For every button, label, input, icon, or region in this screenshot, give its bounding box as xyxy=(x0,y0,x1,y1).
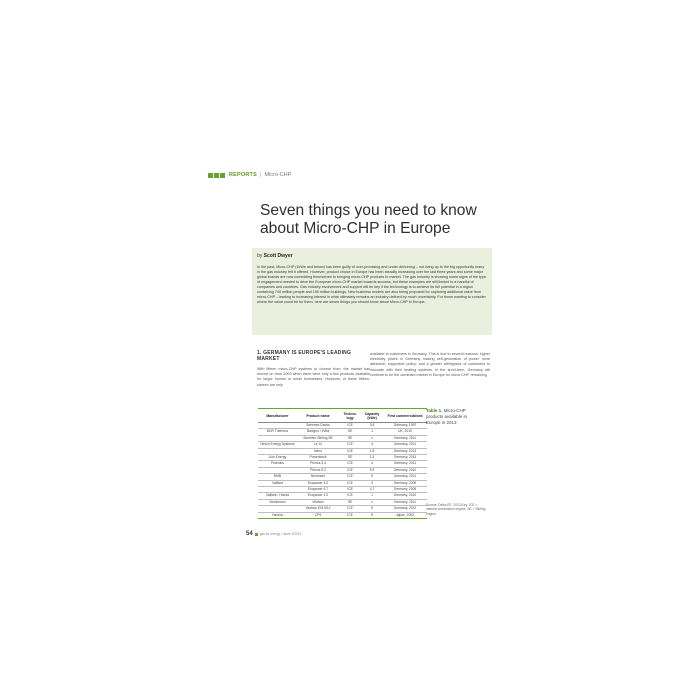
first-commercialised-cell: Germany, 2011 xyxy=(383,499,427,505)
lead-box xyxy=(252,248,492,335)
first-commercialised-cell: Germany, 2013 xyxy=(383,448,427,454)
product-cell: Senertec Dachs xyxy=(297,423,339,429)
technology-cell: ICE xyxy=(339,448,361,454)
col-header: Manufacturer xyxy=(258,409,297,423)
capacity-cell: 1 xyxy=(361,435,383,441)
manufacturer-cell: RMB xyxy=(258,474,297,480)
product-cell: Neotower xyxy=(297,474,339,480)
first-commercialised-cell: UK, 2010 xyxy=(383,429,427,435)
technology-cell: SE xyxy=(339,435,361,441)
capacity-cell: 4 xyxy=(361,461,383,467)
product-cell: CP5 xyxy=(297,512,339,518)
table-row xyxy=(258,512,427,518)
product-cell: Lk 12 xyxy=(297,442,339,448)
technology-cell: ICE xyxy=(339,442,361,448)
technology-cell: ICE xyxy=(339,493,361,499)
capacity-cell: 4.7 xyxy=(361,487,383,493)
manufacturer-cell: Viessmann xyxy=(258,499,297,505)
first-commercialised-cell: Germany, 2010 xyxy=(383,493,427,499)
product-cell: Primus 3.4 xyxy=(297,461,339,467)
section-label: REPORTS xyxy=(229,172,257,178)
first-commercialised-cell: Germany, 2005 xyxy=(383,487,427,493)
table-caption xyxy=(426,408,481,425)
capacity-cell: 1 xyxy=(361,429,383,435)
page-footer xyxy=(246,531,301,537)
green-square-icon xyxy=(220,173,225,178)
section-separator: | xyxy=(260,172,262,178)
products-table xyxy=(258,408,427,519)
first-commercialised-cell: Germany, 2011 xyxy=(383,461,427,467)
manufacturer-cell: Lion Energy xyxy=(258,455,297,461)
product-cell: Ecopower 1.0 xyxy=(297,493,339,499)
technology-cell: ICE xyxy=(339,474,361,480)
caption-text: Micro-CHP products available in Europe in 2013 xyxy=(426,408,468,425)
technology-cell: SE xyxy=(339,455,361,461)
body-paragraph: With fifteen micro-CHP systems to choose from, the market has moved on from 2009 when there were only a few products available for larger homes or small businesses. However, of these fifteen, sixteen are only xyxy=(257,367,370,387)
byline xyxy=(257,253,487,259)
product-cell: Senertec Stirling SE xyxy=(297,435,339,441)
first-commercialised-cell: Japan, 2002 xyxy=(383,512,427,518)
col-header: Product name xyxy=(297,409,339,423)
capacity-cell: 5 xyxy=(361,506,383,512)
col-header: Capacity (kWe) xyxy=(361,409,383,423)
table-source: Source: Delta-EE, 2013 Key: ICE = internal combustion engine, SE = Stirling engine xyxy=(426,503,486,516)
technology-cell: ICE xyxy=(339,512,361,518)
capacity-cell: 5.5 xyxy=(361,423,383,429)
byline-prefix: by xyxy=(257,253,263,259)
first-commercialised-cell: Germany, 2012 xyxy=(383,506,427,512)
first-commercialised-cell: Germany, 2009 xyxy=(383,480,427,486)
magazine-page xyxy=(200,160,500,545)
technology-cell: ICE xyxy=(339,461,361,467)
product-cell: Vitobloc EM-5/12 xyxy=(297,506,339,512)
green-dot-icon xyxy=(255,533,258,536)
capacity-cell: 5 xyxy=(361,474,383,480)
first-commercialised-cell: Germany, 2011 xyxy=(383,455,427,461)
manufacturer-cell: Vaillant xyxy=(258,480,297,486)
capacity-cell: 1.8 xyxy=(361,448,383,454)
column-right xyxy=(370,352,490,378)
product-cell: Baxigen / eVita xyxy=(297,429,339,435)
product-cell: Powerblock xyxy=(297,455,339,461)
column-left xyxy=(257,350,370,388)
technology-cell: ICE xyxy=(339,467,361,473)
capacity-cell: 3 xyxy=(361,480,383,486)
technology-cell: ICE xyxy=(339,506,361,512)
technology-cell: SE xyxy=(339,429,361,435)
body-paragraph: available to customers in Germany. This is due to several reasons: higher electricity prices in Germany making self-generation of power more attractive; supportive policy; and a greater willingness of customers to innovate with their heating systems. In the short-term, Germany will continue to be the dominant market in Europe for micro-CHP, remaining xyxy=(370,352,490,377)
technology-cell: ICE xyxy=(339,487,361,493)
product-cell: Ecopower 4.7 xyxy=(297,487,339,493)
col-header: First commercialised xyxy=(383,409,427,423)
article-title: Seven things you need to know about Micro-CHP in Europe xyxy=(260,202,477,237)
capacity-cell: 1.5 xyxy=(361,455,383,461)
capacity-cell: 4 xyxy=(361,442,383,448)
technology-cell: SE xyxy=(339,499,361,505)
manufacturer-cell: Proenius xyxy=(258,461,297,467)
publication-name: gas for energy • Issue 2/2013 xyxy=(259,532,302,536)
manufacturer-cell: Hirsch Energy Systems xyxy=(258,442,297,448)
capacity-cell: 1 xyxy=(361,499,383,505)
first-commercialised-cell: Germany, 1997 xyxy=(383,423,427,429)
first-commercialised-cell: Germany, 2011 xyxy=(383,474,427,480)
caption-label: Table 1. xyxy=(426,408,443,413)
product-cell: Ecopower 3.0 xyxy=(297,480,339,486)
manufacturer-cell: Yanmar xyxy=(258,512,297,518)
first-commercialised-cell: Germany, 2011 xyxy=(383,442,427,448)
author-name: Scott Dwyer xyxy=(263,253,293,259)
green-square-icon xyxy=(208,173,213,178)
technology-cell: ICE xyxy=(339,480,361,486)
manufacturer-cell: Vaillant / Honda xyxy=(258,493,297,499)
capacity-cell: 5.9 xyxy=(361,467,383,473)
subsection-label: Micro-CHP xyxy=(264,172,292,178)
product-cell: Primus 5.2 xyxy=(297,467,339,473)
capacity-cell: 5 xyxy=(361,512,383,518)
manufacturer-cell: BDR Thermea xyxy=(258,429,297,435)
capacity-cell: 1 xyxy=(361,493,383,499)
section-heading: 1. GERMANY IS EUROPE'S LEADING MARKET xyxy=(257,350,352,362)
table-header-row xyxy=(258,409,427,423)
lead-paragraph: In the past, Micro-CHP (1kWe and below) has been guilty of over-promising and under-delivering – not living up to the big opportunity many in the gas industry felt it offered. However, product choice in Europe has been steadily increasing over the last three years and some major global brands are now committing themselves to bringing micro-CHP products to market. The gas industry is showing some signs of the type of engagement needed to drive the European micro-CHP market towards success, but these examples are still limited to a handful of companies and countries. Gas industry involvement and support will be key if the technology is to achieve its full potential in a region containing 740 million people and 190 million buildings. New business models are also being proposed for capturing additional value from micro-CHP – leading to increasing interest in what ultimately remains an industry defined by much uncertainty. For those wanting to consider where the value could be for them, here are seven things you should know about Micro-CHP in Europe. xyxy=(257,265,487,305)
section-header xyxy=(208,171,291,179)
product-cell: Vitotwin xyxy=(297,499,339,505)
green-square-icon xyxy=(214,173,219,178)
col-header: Techno-logy xyxy=(339,409,361,423)
first-commercialised-cell: Germany, 2010 xyxy=(383,467,427,473)
product-cell: Nano xyxy=(297,448,339,454)
first-commercialised-cell: Germany, 2011 xyxy=(383,435,427,441)
page-number: 54 xyxy=(246,531,253,537)
technology-cell: ICE xyxy=(339,423,361,429)
